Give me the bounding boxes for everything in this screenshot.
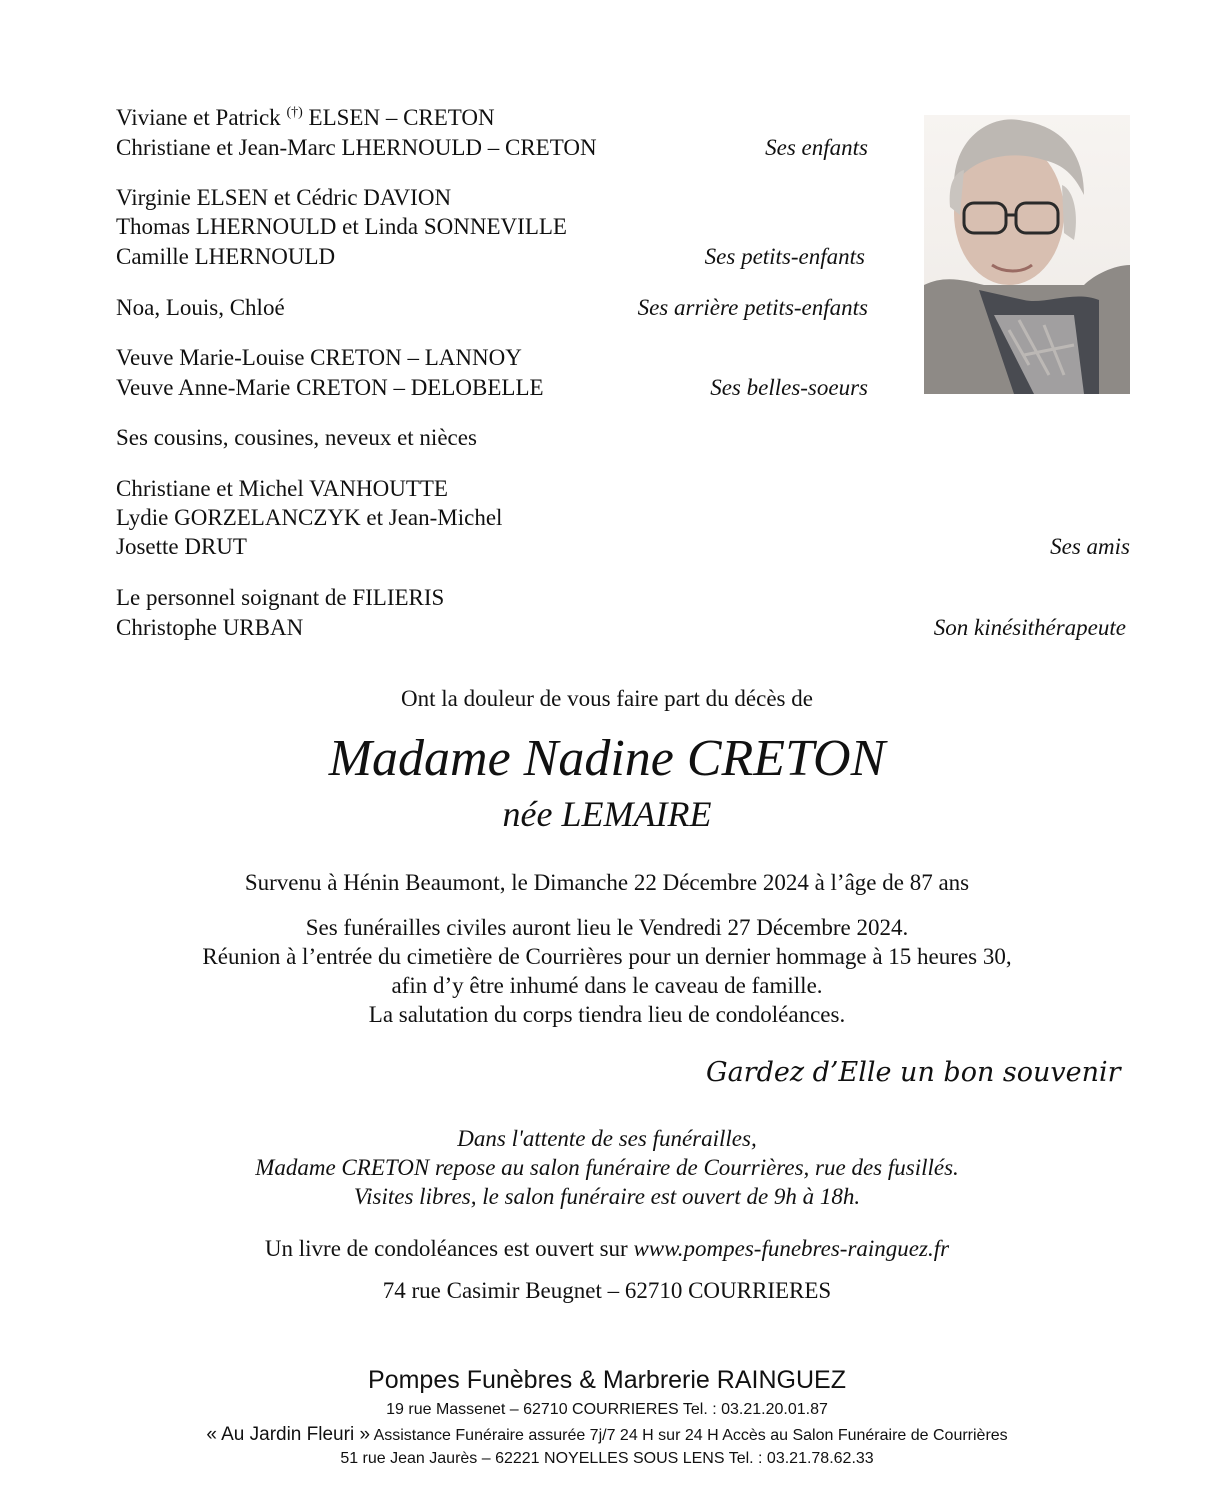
company-services — [0, 1425, 1214, 1444]
condolence-website-link[interactable]: www.pompes-funebres-rainguez.fr — [633, 1236, 950, 1261]
family-line-3: Virginie ELSEN et Cédric DAVION — [116, 185, 452, 210]
family-line-10: Christiane et Michel VANHOUTTE — [116, 476, 448, 501]
family-line-5: Camille LHERNOULD — [116, 244, 336, 269]
portrait-illustration — [924, 115, 1130, 394]
death-details: Survenu à Hénin Beaumont, le Dimanche 22 Décembre 2024 à l’âge de 87 ans — [244, 870, 970, 895]
company-address-2: 51 rue Jean Jaurès – 62221 NOYELLES SOUS LENS Tel. : 03.21.78.62.33 — [340, 1450, 874, 1467]
relation-sisters-in-law: Ses belles-soeurs — [710, 375, 868, 400]
family-line-4: Thomas LHERNOULD et Linda SONNEVILLE — [116, 214, 567, 239]
assistance-text: Assistance Funéraire assurée 7j/7 24 H sur 24 H Accès au Salon Funéraire de Courrières — [370, 1427, 1008, 1444]
funeral-line-2: Réunion à l’entrée du cimetière de Courrières pour un dernier hommage à 15 heures 30, — [202, 944, 1012, 969]
condolence-book — [0, 1237, 1214, 1260]
deceased-name: Madame Nadine CRETON — [328, 730, 886, 787]
funeral-home-address: 74 rue Casimir Beugnet – 62710 COURRIERES — [382, 1278, 832, 1303]
portrait-photo — [924, 115, 1130, 394]
funeral-line-1: Ses funérailles civiles auront lieu le Vendredi 27 Décembre 2024. — [305, 915, 909, 940]
relation-children: Ses enfants — [765, 135, 868, 160]
announcement-intro: Ont la douleur de vous faire part du décès de — [401, 686, 813, 711]
family-line-12: Josette DRUT — [116, 534, 247, 559]
relation-friends: Ses amis — [1050, 534, 1130, 559]
relation-physiotherapist: Son kinésithérapeute — [933, 615, 1126, 640]
family-line-1 — [116, 106, 495, 129]
family-line-6: Noa, Louis, Chloé — [116, 295, 285, 320]
deceased-marker: (†) — [286, 105, 303, 120]
company-address-1: 19 rue Massenet – 62710 COURRIERES Tel. : 03.21.20.01.87 — [386, 1401, 828, 1418]
funeral-line-4: La salutation du corps tiendra lieu de condoléances. — [368, 1002, 846, 1027]
relation-great-grandchildren: Ses arrière petits-enfants — [637, 295, 868, 320]
funeral-line-3: afin d’y être inhumé dans le caveau de famille. — [391, 973, 823, 998]
family-line-13: Le personnel soignant de FILIERIS — [116, 585, 445, 610]
family-line-8: Veuve Anne-Marie CRETON – DELOBELLE — [116, 375, 544, 400]
remembrance-quote: Gardez d’Elle un bon souvenir — [706, 1057, 1121, 1088]
wake-line-2: Madame CRETON repose au salon funéraire de Courrières, rue des fusillés. — [255, 1155, 959, 1180]
birth-name: née LEMAIRE — [502, 794, 712, 834]
condolence-book-text: Un livre de condoléances est ouvert sur — [264, 1236, 634, 1261]
family-line-9: Ses cousins, cousines, neveux et nièces — [116, 425, 477, 450]
family-line-1-surname: ELSEN – CRETON — [302, 105, 495, 130]
wake-line-3: Visites libres, le salon funéraire est ouvert de 9h à 18h. — [353, 1184, 861, 1209]
wake-line-1: Dans l'attente de ses funérailles, — [457, 1126, 757, 1151]
jardin-fleuri-label: « Au Jardin Fleuri » — [206, 1424, 371, 1445]
relation-grandchildren: Ses petits-enfants — [704, 244, 865, 269]
family-line-7: Veuve Marie-Louise CRETON – LANNOY — [116, 345, 522, 370]
family-line-1-text: Viviane et Patrick — [116, 105, 287, 130]
family-line-14: Christophe URBAN — [116, 615, 304, 640]
company-name: Pompes Funèbres & Marbrerie RAINGUEZ — [368, 1366, 846, 1394]
family-line-11: Lydie GORZELANCZYK et Jean-Michel — [116, 505, 503, 530]
family-line-2: Christiane et Jean-Marc LHERNOULD – CRETON — [116, 135, 597, 160]
